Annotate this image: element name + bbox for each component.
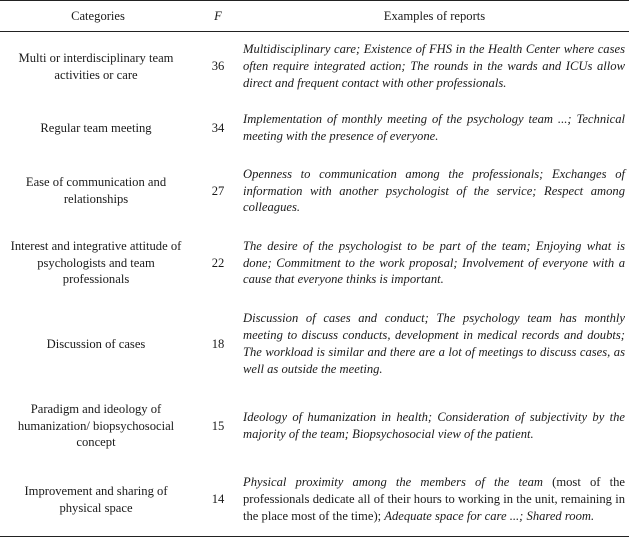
table-row bbox=[0, 32, 629, 102]
table-row bbox=[0, 155, 629, 227]
category-cell: Multi or interdisciplinary team activities or care bbox=[18, 50, 174, 82]
category-cell: Interest and integrative attitude of psychologists and team professionals bbox=[10, 238, 182, 287]
header-row bbox=[0, 1, 629, 32]
header-frequency bbox=[196, 1, 240, 32]
frequency-cell: 34 bbox=[211, 120, 225, 135]
frequency-cell: 15 bbox=[211, 418, 225, 433]
category-cell: Ease of communication and relationships bbox=[25, 175, 167, 206]
frequency-cell: 36 bbox=[211, 59, 225, 74]
examples-cell: Multidisciplinary care; Existence of FHS in the Health Center where cases often require integrated action; The rounds in the wards and ICUs allow direct and frequent contact with other professionals. bbox=[243, 42, 625, 90]
examples-cell bbox=[240, 463, 629, 537]
frequency-cell: 27 bbox=[211, 183, 225, 198]
header-examples: Examples of reports bbox=[240, 1, 629, 32]
table-row bbox=[0, 101, 629, 155]
table-row bbox=[0, 463, 629, 537]
header-categories: Categories bbox=[0, 1, 196, 32]
table-row bbox=[0, 227, 629, 299]
examples-cell: The desire of the psychologist to be part of the team; Enjoying what is done; Commitment to the work proposal; Involvement of everyone with a cause that everyone thinks is important. bbox=[243, 238, 625, 287]
header-frequency-label: F bbox=[214, 8, 222, 23]
category-cell: Paradigm and ideology of humanization/ biopsychosocial concept bbox=[17, 401, 175, 450]
examples-cell: Discussion of cases and conduct; The psychology team has monthly meeting to discuss conducts, development in medical records and doubts; The workload is similar and there are a lot of meetings to discuss cases, as well as outside the meeting. bbox=[243, 311, 625, 376]
category-cell: Regular team meeting bbox=[40, 120, 152, 135]
examples-plain-part: (most of the professionals dedicate all of their hours to working in the unit, remaining in the place most of the time); bbox=[243, 475, 626, 523]
frequency-cell: 22 bbox=[211, 255, 225, 270]
examples-cell: Openness to communication among the professionals; Exchanges of information with another psychologist of the service; Respect among colleagues. bbox=[243, 166, 625, 215]
table-row bbox=[0, 389, 629, 463]
examples-cell: Ideology of humanization in health; Consideration of subjectivity by the majority of the team; Biopsychosocial view of the patient. bbox=[243, 410, 625, 441]
frequency-cell: 18 bbox=[211, 336, 225, 351]
examples-italic-part: Physical proximity among the members of the team bbox=[243, 475, 543, 490]
examples-cell: Implementation of monthly meeting of the psychology team ...; Technical meeting with the presence of everyone. bbox=[243, 112, 625, 143]
category-cell: Discussion of cases bbox=[46, 336, 146, 351]
examples-italic-part: Adequate space for care ...; Shared room. bbox=[384, 508, 595, 523]
category-cell: Improvement and sharing of physical space bbox=[24, 483, 168, 515]
table-row bbox=[0, 299, 629, 389]
frequency-cell: 14 bbox=[211, 492, 225, 507]
